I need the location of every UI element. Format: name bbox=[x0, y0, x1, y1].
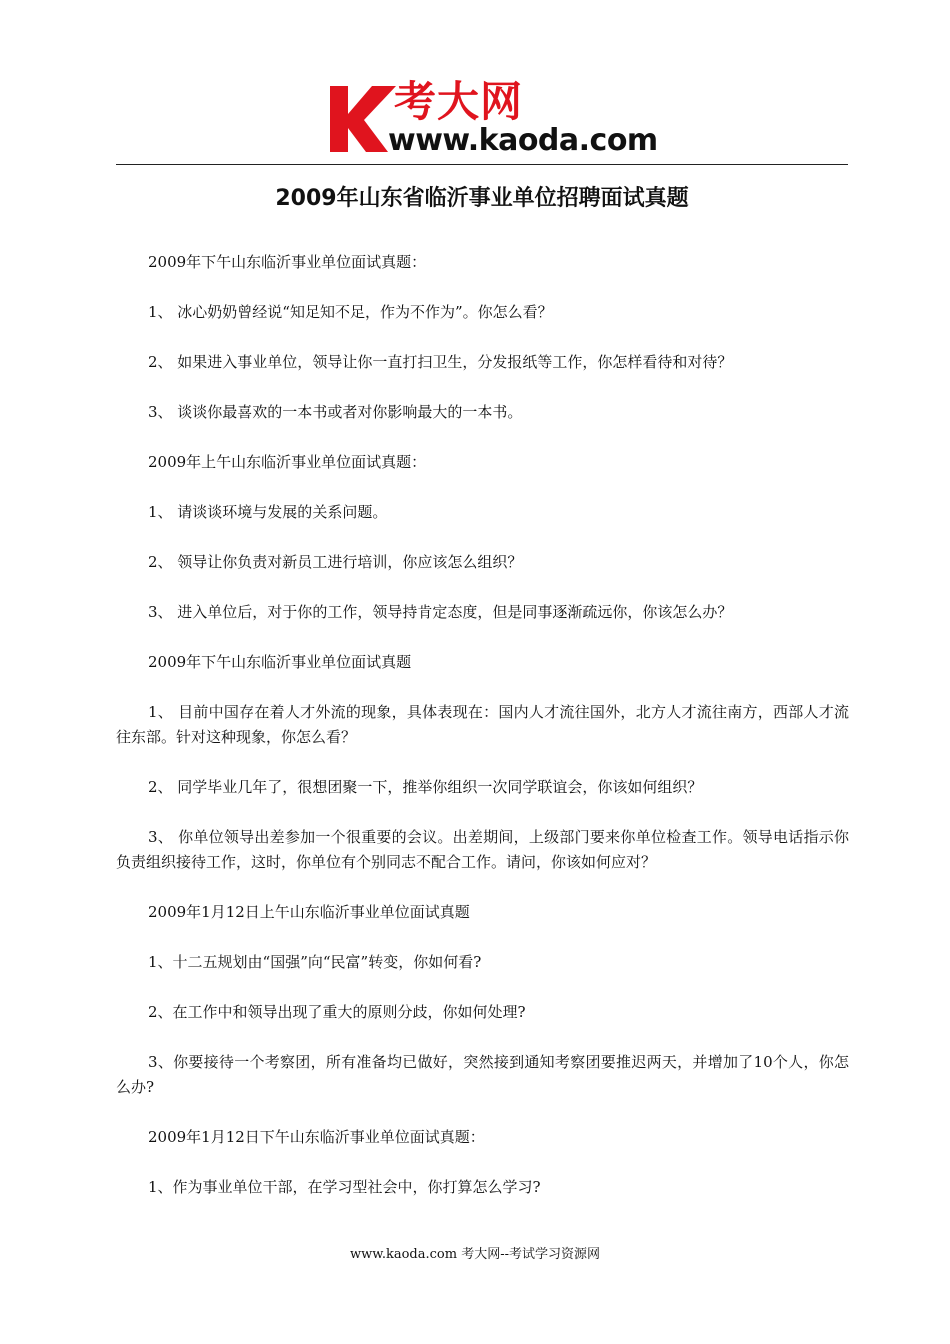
section-heading: 2009年下午山东临沂事业单位面试真题 bbox=[148, 653, 412, 671]
header-divider bbox=[116, 164, 848, 165]
section-heading: 2009年1月12日上午山东临沂事业单位面试真题 bbox=[148, 903, 470, 921]
question-item: 2、 领导让你负责对新员工进行培训，你应该怎么组织？ bbox=[148, 553, 523, 571]
question-item: 3、 谈谈你最喜欢的一本书或者对你影响最大的一本书。 bbox=[148, 403, 523, 421]
kaoda-logo bbox=[326, 77, 658, 158]
section-heading: 2009年下午山东临沂事业单位面试真题： bbox=[148, 253, 427, 271]
question-item: 3、你要接待一个考察团，所有准备均已做好，突然接到通知考察团要推迟两天，并增加了10个人，你怎么办? bbox=[116, 1053, 849, 1096]
document-body bbox=[116, 250, 849, 1225]
page-footer: www.kaoda.com 考大网--考试学习资源网 bbox=[350, 1247, 600, 1262]
brand-name: 考大网 bbox=[394, 77, 524, 126]
question-item: 2、 如果进入事业单位，领导让你一直打扫卫生，分发报纸等工作，你怎样看待和对待？ bbox=[148, 353, 733, 371]
question-item: 1、十二五规划由“国强”向“民富”转变，你如何看? bbox=[148, 953, 482, 971]
question-item: 3、 你单位领导出差参加一个很重要的会议。出差期间，上级部门要来你单位检查工作。领导电话指示你负责组织接待工作，这时，你单位有个别同志不配合工作。请问，你该如何应对？ bbox=[116, 828, 849, 871]
section-heading: 2009年上午山东临沂事业单位面试真题： bbox=[148, 453, 427, 471]
question-item: 3、 进入单位后，对于你的工作，领导持肯定态度，但是同事逐渐疏远你，你该怎么办？ bbox=[148, 603, 733, 621]
question-item: 1、 冰心奶奶曾经说“知足知不足，作为不作为”。你怎么看？ bbox=[148, 303, 553, 321]
section-heading: 2009年1月12日下午山东临沂事业单位面试真题： bbox=[148, 1128, 485, 1146]
question-item: 1、 请谈谈环境与发展的关系问题。 bbox=[148, 503, 388, 521]
page-title: 2009年山东省临沂事业单位招聘面试真题 bbox=[275, 186, 689, 211]
question-item: 1、 目前中国存在着人才外流的现象，具体表现在：国内人才流往国外，北方人才流往南方，西部人才流往东部。针对这种现象，你怎么看？ bbox=[116, 703, 849, 746]
question-item: 1、作为事业单位干部，在学习型社会中，你打算怎么学习? bbox=[148, 1178, 541, 1196]
brand-url: www.kaoda.com bbox=[388, 123, 658, 158]
question-item: 2、 同学毕业几年了，很想团聚一下，推举你组织一次同学联谊会，你该如何组织？ bbox=[148, 778, 703, 796]
question-item: 2、在工作中和领导出现了重大的原则分歧，你如何处理? bbox=[148, 1003, 526, 1021]
